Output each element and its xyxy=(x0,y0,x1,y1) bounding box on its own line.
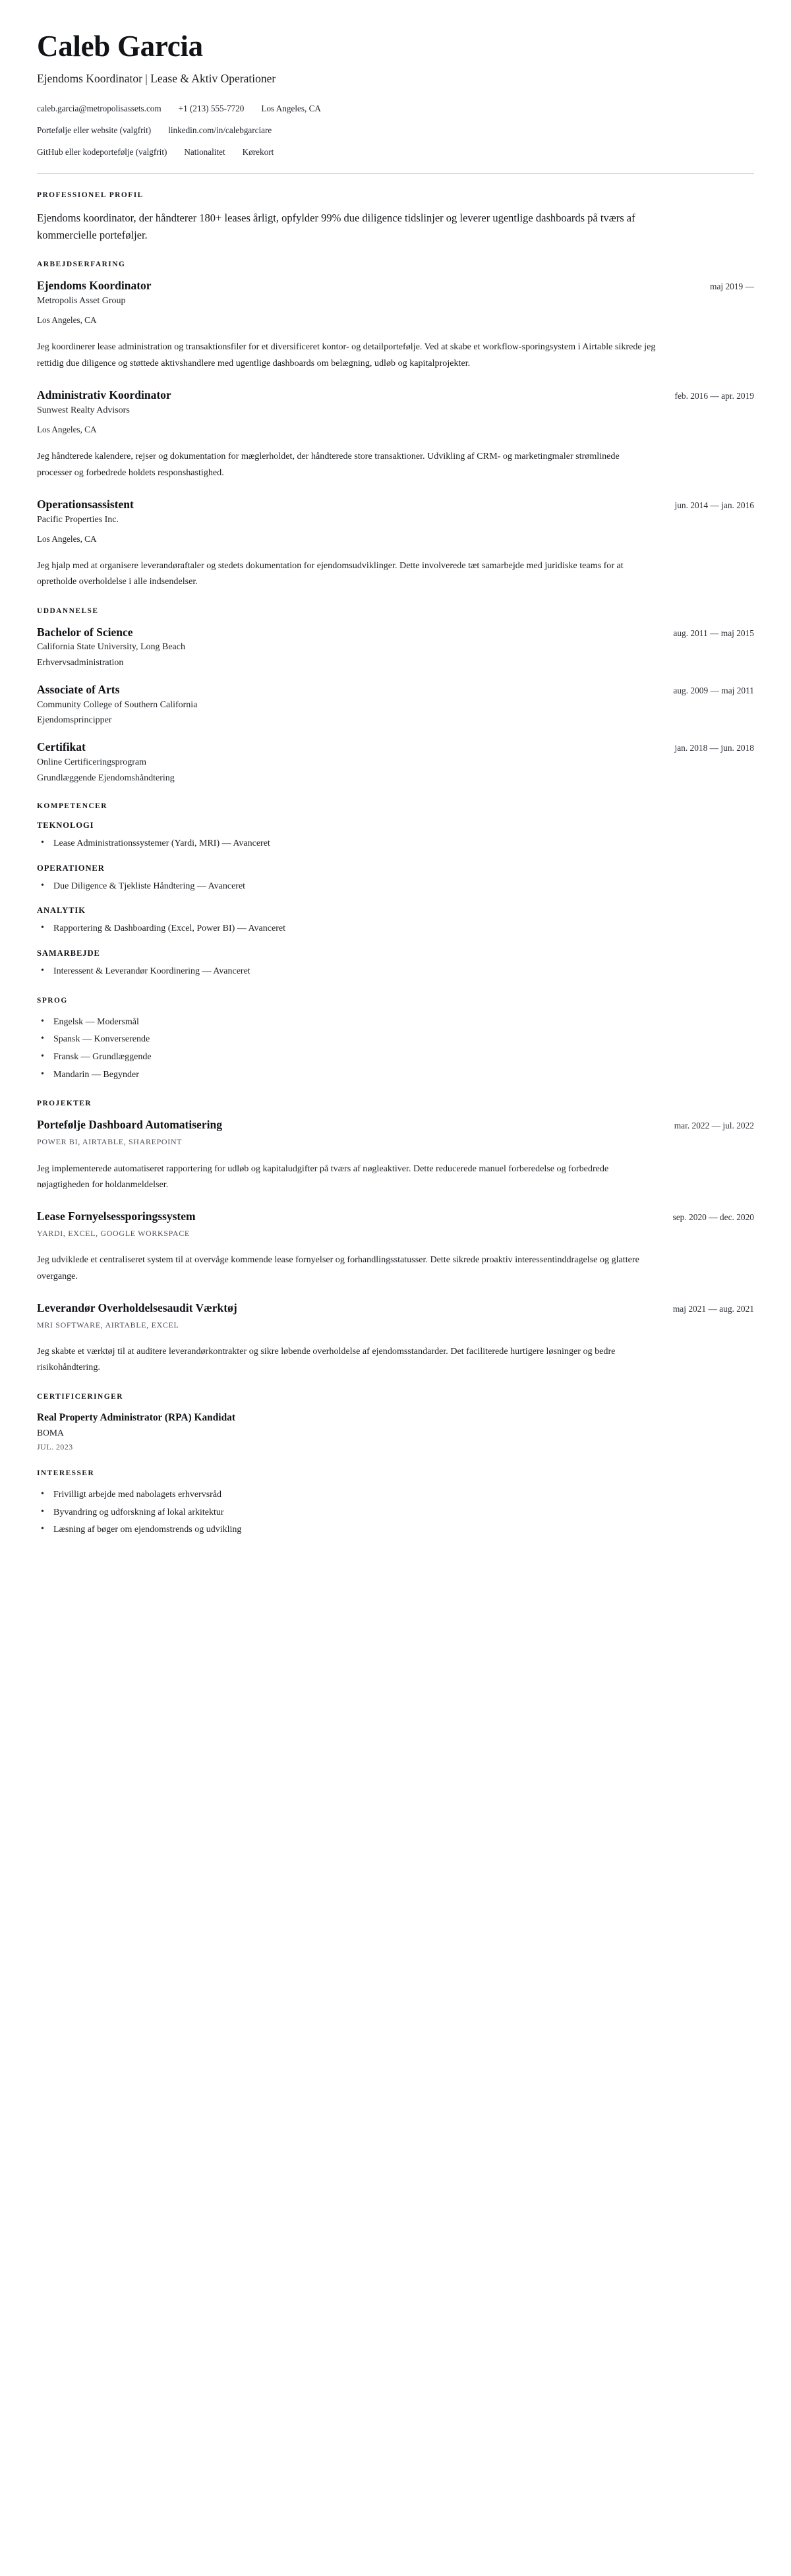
project-entry-head xyxy=(37,1210,754,1224)
experience-entry xyxy=(37,388,754,481)
skill-item-list xyxy=(37,836,754,852)
project-entry-head xyxy=(37,1301,754,1316)
interest-item: • Læsning af bøger om ejendomstrends og udvikling xyxy=(37,1523,754,1538)
language-item: • Engelsk — Modersmål xyxy=(37,1015,754,1030)
contact-nationality[interactable]: Nationalitet xyxy=(184,146,225,157)
project-title: Lease Fornyelsessporingssystem xyxy=(37,1210,196,1223)
section-title-education: UDDANNELSE xyxy=(37,606,99,615)
project-entry xyxy=(37,1118,754,1192)
language-item: • Spansk — Konverserende xyxy=(37,1032,754,1047)
contact-email[interactable]: caleb.garcia@metropolisassets.com xyxy=(37,103,161,114)
education-degree: Certifikat xyxy=(37,740,86,754)
education-entry xyxy=(37,683,754,727)
language-item: • Fransk — Grundlæggende xyxy=(37,1050,754,1065)
education-entry-head xyxy=(37,626,754,640)
experience-entry-head xyxy=(37,388,754,403)
header-divider xyxy=(37,173,754,174)
education-degree: Associate of Arts xyxy=(37,682,120,696)
section-title-experience: ARBEJDSERFARING xyxy=(37,260,126,269)
project-date-range: maj 2021 — aug. 2021 xyxy=(672,1303,754,1314)
education-entry-head xyxy=(37,683,754,697)
skills-list xyxy=(37,821,754,980)
section-projects xyxy=(37,1099,754,1375)
education-field-of-study: Erhvervsadministration xyxy=(37,657,124,668)
skill-item-list xyxy=(37,922,754,937)
skill-item-list xyxy=(37,964,754,980)
education-institution: Online Certificeringsprogram xyxy=(37,757,147,768)
section-profile xyxy=(37,191,754,245)
skill-group-title: ANALYTIK xyxy=(37,906,86,916)
experience-job-title: Administrativ Koordinator xyxy=(37,388,171,401)
skill-item: • Due Diligence & Tjekliste Håndtering — Avanceret xyxy=(37,879,754,894)
education-entry xyxy=(37,626,754,670)
education-field-of-study: Grundlæggende Ejendomshåndtering xyxy=(37,773,175,783)
certification-name: Real Property Administrator (RPA) Kandidat xyxy=(37,1411,235,1423)
interest-item: • Frivilligt arbejde med nabolagets erhvervsråd xyxy=(37,1488,754,1503)
certifications-list xyxy=(37,1411,754,1453)
education-date-range: aug. 2011 — maj 2015 xyxy=(673,628,754,638)
education-date-range: aug. 2009 — maj 2011 xyxy=(673,685,754,695)
experience-company: Sunwest Realty Advisors xyxy=(37,405,130,415)
contact-line-primary xyxy=(37,102,754,115)
skill-group-title: TEKNOLOGI xyxy=(37,820,94,830)
experience-location: Los Angeles, CA xyxy=(37,533,97,544)
skill-group xyxy=(37,949,754,980)
project-description: Jeg skabte et værktøj til at auditere leverandørkontrakter og sikre løbende overholdelse af ejendomsstandarder. Det faciliterede hurtigere løsninger og bedre risikohåndtering. xyxy=(37,1346,616,1373)
contact-drivers-license[interactable]: Kørekort xyxy=(242,146,274,157)
education-entry-head xyxy=(37,740,754,755)
profile-summary: Ejendoms koordinator, der håndterer 180+ leases årligt, opfylder 99% due diligence tidslinjer og leverer ugentlige dashboards på tværs af kommercielle porteføljer. xyxy=(37,211,635,242)
contact-github[interactable]: GitHub eller kodeportefølje (valgfrit) xyxy=(37,146,167,157)
project-tech-stack: POWER BI, AIRTABLE, SHAREPOINT xyxy=(37,1137,183,1147)
education-institution: Community College of Southern California xyxy=(37,699,198,710)
skill-group xyxy=(37,864,754,894)
section-title-skills: KOMPETENCER xyxy=(37,802,107,810)
education-list xyxy=(37,626,754,785)
experience-company: Metropolis Asset Group xyxy=(37,296,126,307)
interest-item: • Byvandring og udforskning af lokal arkitektur xyxy=(37,1506,754,1521)
candidate-headline: Ejendoms Koordinator | Lease & Aktiv Operationer xyxy=(37,71,276,85)
certification-issuer: BOMA xyxy=(37,1427,64,1438)
section-languages xyxy=(37,997,754,1083)
section-skills xyxy=(37,802,754,980)
experience-date-range: feb. 2016 — apr. 2019 xyxy=(674,390,754,401)
experience-list xyxy=(37,279,754,589)
section-title-certifications: CERTIFICERINGER xyxy=(37,1392,123,1401)
education-entry xyxy=(37,740,754,784)
experience-date-range: maj 2019 — xyxy=(710,281,754,292)
project-entry xyxy=(37,1210,754,1284)
contact-linkedin[interactable]: linkedin.com/in/calebgarciare xyxy=(168,125,272,136)
project-date-range: mar. 2022 — jul. 2022 xyxy=(674,1121,754,1131)
experience-company: Pacific Properties Inc. xyxy=(37,514,119,525)
section-certifications xyxy=(37,1393,754,1453)
skill-group xyxy=(37,821,754,852)
skill-item: • Lease Administrationssystemer (Yardi, MRI) — Avanceret xyxy=(37,836,754,852)
project-tech-stack: MRI SOFTWARE, AIRTABLE, EXCEL xyxy=(37,1320,179,1330)
project-date-range: sep. 2020 — dec. 2020 xyxy=(672,1212,754,1223)
education-field-of-study: Ejendomsprincipper xyxy=(37,715,112,726)
skill-group xyxy=(37,906,754,937)
experience-entry-head xyxy=(37,279,754,293)
resume-header xyxy=(37,30,754,159)
project-entry-head xyxy=(37,1118,754,1132)
project-description: Jeg implementerede automatiseret rapportering for udløb og kapitaludgifter på tværs af nøgleaktiver. Dette reducerede manuel forberedelse og forbedrede nøjagtigheden for holdanmeldelser. xyxy=(37,1163,609,1190)
contact-portfolio[interactable]: Portefølje eller website (valgfrit) xyxy=(37,125,152,136)
certification-entry xyxy=(37,1411,754,1453)
contact-phone[interactable]: +1 (213) 555-7720 xyxy=(178,103,245,114)
section-title-profile: PROFESSIONEL PROFIL xyxy=(37,190,144,199)
section-interests xyxy=(37,1469,754,1538)
skill-group-title: OPERATIONER xyxy=(37,863,105,873)
section-experience xyxy=(37,260,754,589)
experience-entry xyxy=(37,498,754,590)
skill-item: • Interessent & Leverandør Koordinering — Avanceret xyxy=(37,964,754,980)
contact-line-secondary xyxy=(37,124,754,137)
project-tech-stack: YARDI, EXCEL, GOOGLE WORKSPACE xyxy=(37,1228,190,1238)
interests-list xyxy=(37,1488,754,1538)
experience-job-title: Operationsassistent xyxy=(37,497,134,511)
experience-description: Jeg koordinerer lease administration og transaktionsfiler for et diversificeret kontor- og detailportefølje. Ved at skabe et workflow-sporingsystem i Airtable sikrede jeg rettidig due diligence og støttede aktivshandlere med ugentlige dashboards om belægning, udløb og kapitalprojekter. xyxy=(37,341,656,368)
section-education xyxy=(37,607,754,785)
experience-job-title: Ejendoms Koordinator xyxy=(37,279,152,293)
education-institution: California State University, Long Beach xyxy=(37,642,185,653)
languages-list xyxy=(37,1015,754,1083)
project-entry xyxy=(37,1301,754,1376)
candidate-name: Caleb Garcia xyxy=(37,30,203,63)
experience-date-range: jun. 2014 — jan. 2016 xyxy=(674,500,754,510)
projects-list xyxy=(37,1118,754,1375)
certification-date: JUL. 2023 xyxy=(37,1442,73,1451)
section-title-languages: SPROG xyxy=(37,996,68,1005)
education-date-range: jan. 2018 — jun. 2018 xyxy=(674,743,754,753)
experience-location: Los Angeles, CA xyxy=(37,424,97,435)
project-description: Jeg udviklede et centraliseret system til at overvåge kommende lease fornyelser og forhandlingsstatusser. Dette sikrede proaktiv interessentinddragelse og glattere overgange. xyxy=(37,1254,639,1281)
language-item: • Mandarin — Begynder xyxy=(37,1068,754,1083)
project-title: Portefølje Dashboard Automatisering xyxy=(37,1118,222,1132)
section-title-interests: INTERESSER xyxy=(37,1469,95,1478)
project-title: Leverandør Overholdelsesaudit Værktøj xyxy=(37,1301,237,1314)
skill-item: • Rapportering & Dashboarding (Excel, Power BI) — Avanceret xyxy=(37,922,754,937)
skill-group-title: SAMARBEJDE xyxy=(37,948,100,958)
education-degree: Bachelor of Science xyxy=(37,625,133,639)
experience-location: Los Angeles, CA xyxy=(37,315,97,326)
contact-line-tertiary xyxy=(37,146,754,159)
section-title-projects: PROJEKTER xyxy=(37,1099,92,1108)
experience-entry-head xyxy=(37,498,754,512)
experience-description: Jeg hjalp med at organisere leverandøraftaler og stedets dokumentation for ejendomsudviklinger. Dette involverede tæt samarbejde med juridiske teams for at opretholde overholdelse i alle indsendelser. xyxy=(37,560,624,587)
skill-item-list xyxy=(37,879,754,894)
experience-entry xyxy=(37,279,754,371)
contact-location[interactable]: Los Angeles, CA xyxy=(261,103,321,114)
experience-description: Jeg håndterede kalendere, rejser og dokumentation for mæglerholdet, der håndterede store transaktioner. Udvikling af CRM- og marketingmaler strømlinede processer og forbedrede holdets responshastighed. xyxy=(37,451,620,478)
